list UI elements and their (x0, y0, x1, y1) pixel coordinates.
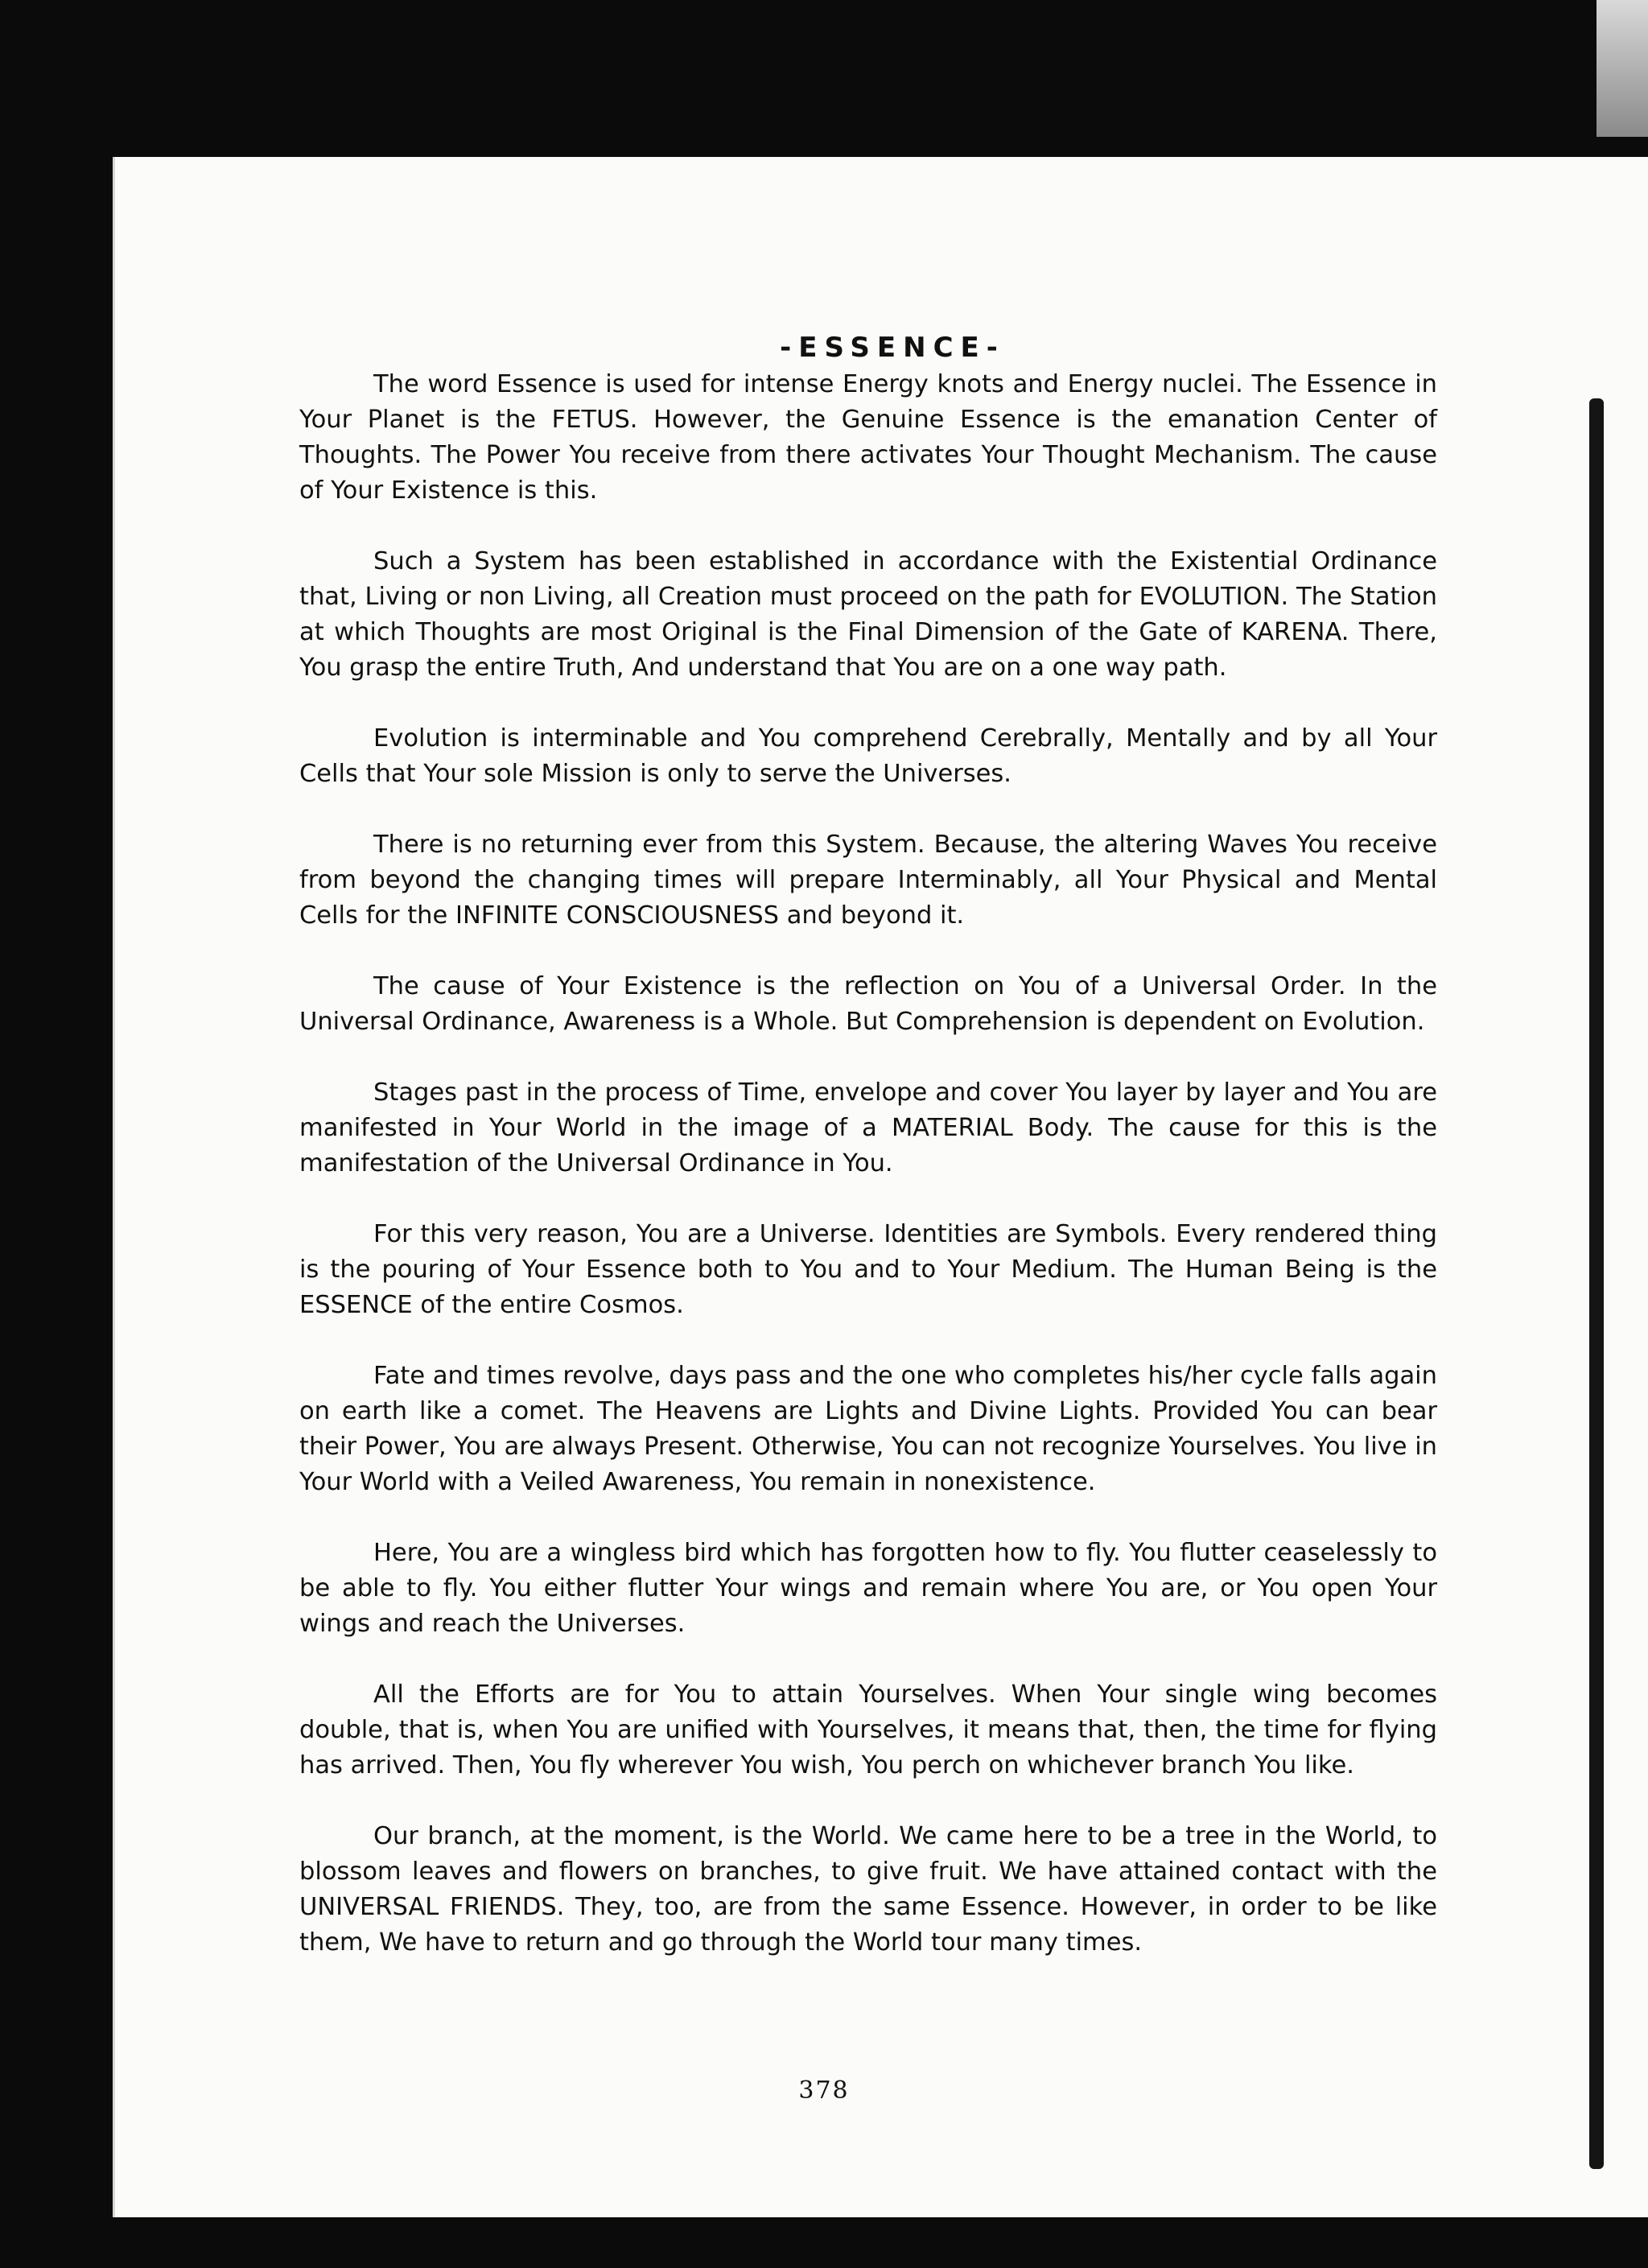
paragraph-3: Evolution is interminable and You comprehend Cerebrally, Mentally and by all Your Cells that Your sole Mission is only to serve the Universes. (299, 724, 1437, 788)
scan-bottom-border (113, 2217, 1648, 2268)
paragraph-10: All the Efforts are for You to attain Yourselves. When Your single wing becomes double, that is, when You are unified with Yourselves, it means that, then, the time for flying has arrived. Then, You fly wherever You wish, You perch on whichever branch You like. (299, 1680, 1437, 1779)
paragraph-5: The cause of Your Existence is the reflection on You of a Universal Order. In the Universal Ordinance, Awareness is a Whole. But Comprehension is dependent on Evolution. (299, 972, 1437, 1036)
paragraph-9: Here, You are a wingless bird which has forgotten how to fly. You flutter ceaselessly to be able to fly. You either flutter Your wings and remain where You are, or You open Your wings and reach the Universes. (299, 1539, 1437, 1638)
page-right-edge (1589, 157, 1648, 2268)
page-content (299, 330, 1437, 1996)
scan-corner-artifact (1596, 0, 1648, 137)
paragraph-11: Our branch, at the moment, is the World. We came here to be a tree in the World, to blossom leaves and flowers on branches, to give fruit. We have attained contact with the UNIVERSAL FRIENDS. They, too, are from the same Essence. However, in order to be like them, We have to return and go through the World tour many times. (299, 1822, 1437, 1957)
page-number: 378 (798, 2076, 850, 2105)
paragraph-2: Such a System has been established in accordance with the Existential Ordinance that, Living or non Living, all Creation must proceed on the path for EVOLUTION. The Station at which Thoughts are most Original is the Final Dimension of the Gate of KARENA. There, You grasp the entire Truth, And understand that You are on a one way path. (299, 547, 1437, 682)
paragraph-1: The word Essence is used for intense Energy knots and Energy nuclei. The Essence in Your Planet is the FETUS. However, the Genuine Essence is the emanation Center of Thoughts. The Power You receive from there activates Your Thought Mechanism. The cause of Your Existence is this. (299, 370, 1437, 505)
paragraph-6: Stages past in the process of Time, envelope and cover You layer by layer and You are manifested in Your World in the image of a MATERIAL Body. The cause for this is the manifestation of the Universal Ordinance in You. (299, 1078, 1437, 1177)
paragraph-7: For this very reason, You are a Universe. Identities are Symbols. Every rendered thing is the pouring of Your Essence both to You and to Your Medium. The Human Being is the ESSENCE of the entire Cosmos. (299, 1220, 1437, 1319)
paragraph-4: There is no returning ever from this System. Because, the altering Waves You receive from beyond the changing times will prepare Interminably, all Your Physical and Mental Cells for the INFINITE CONSCIOUSNESS and beyond it. (299, 831, 1437, 930)
paragraph-8: Fate and times revolve, days pass and the one who completes his/her cycle falls again on earth like a comet. The Heavens are Lights and Divine Lights. Provided You can bear their Power, You are always Present. Otherwise, You can not recognize Yourselves. You live in Your World with a Veiled Awareness, You remain in nonexistence. (299, 1362, 1437, 1496)
chapter-heading: -ESSENCE- (780, 332, 1005, 364)
